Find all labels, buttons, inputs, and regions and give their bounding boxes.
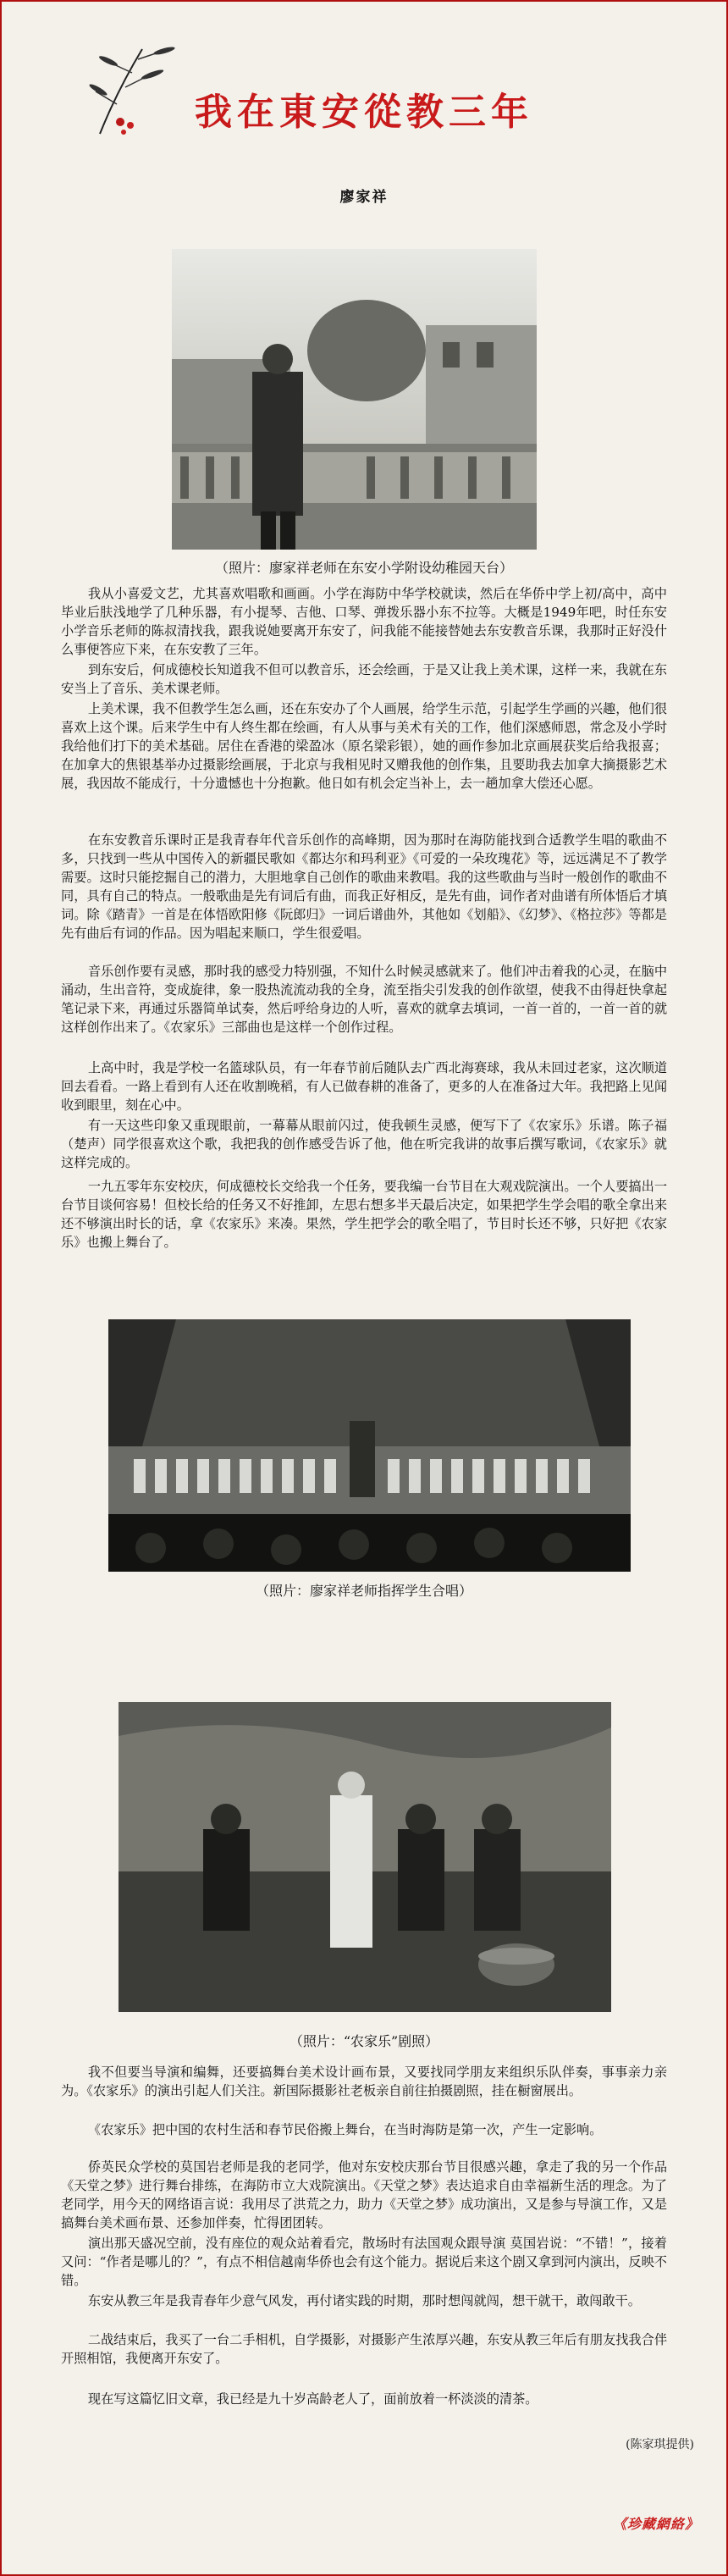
paragraph-3: 上美术课，我不但教学生怎么画，还在东安办了个人画展，给学生示范，引起学生学画的兴趣，他们很喜欢上这个课。后来学生中有人终生都在绘画，有人从事与美术有关的工作，他们深感师恩，常念及小学时我给他们打下的美术基础。居住在香港的梁盈冰（原名梁彩银），她的画作参加北京画展获奖后给我报喜；在加拿大的焦银基举办过摄影绘画展，于北京与我相见时又赠我他的创作集，且要助我去加拿大摘摄影艺术展，我因故不能成行，十分遗憾也十分抱歉。他日如有机会定当补上，去一趟加拿大偿还心愿。 [61, 701, 667, 792]
article-title: 我在東安從教三年 [195, 91, 533, 134]
source-stamp: 《珍藏網絡》 [612, 2516, 699, 2532]
photo-3-caption: （照片：“农家乐”剧照） [289, 2033, 439, 2049]
paragraph-9: 我不但要当导演和编舞，还要搞舞台美术设计画布景，又要找同学朋友来组织乐队伴奏，事事亲力亲为。《农家乐》的演出引起人们关注。新国际摄影社老板亲自前往拍摄剧照，挂在橱窗展出。 [61, 2065, 667, 2099]
paragraph-15: 现在写这篇忆旧文章，我已经是九十岁高龄老人了，面前放着一杯淡淡的清茶。 [87, 2391, 538, 2407]
photo-nongjiale-image [119, 1702, 611, 2012]
paragraph-4: 在东安教音乐课时正是我青春年代音乐创作的高峰期，因为那时在海防能找到合适教学生唱的歌曲不多，只找到一些从中国传入的新疆民歌如《都达尔和玛利亚》《可爱的一朵玫瑰花》等，远远满足不了教学需要。这时只能挖掘自己的潜力，大胆地拿自己创作的歌曲来教唱。我的这些歌曲与当时一般创作的歌曲不同，具有自己的特点。一般歌曲是先有词后有曲，而我正好相反，是先有曲，词作者对曲谱有所体悟后才填词。除《踏青》一首是在体悟欧阳修《阮郎归》一词后谱曲外，其他如《划船》、《幻梦》、《格拉莎》等都是先有曲后有词的作品。因为唱起来顺口，学生很爱唱。 [61, 832, 667, 942]
article-author: 廖家祥 [339, 189, 389, 206]
photo-teacher-rooftop [172, 249, 537, 550]
photo-credit: (陈家琪提供) [626, 2438, 694, 2452]
paragraph-8: 一九五零年东安校庆，何成德校长交给我一个任务，要我编一台节目在大观戏院演出。一个人要搞出一台节目谈何容易！但校长给的任务又不好推卸，左思右想多半天最后决定，如果把学生学会唱的歌全拿出来还不够演出时长的话，拿《农家乐》来凑。果然，学生把学会的歌全唱了，节目时长还不够，只好把《农家乐》也搬上舞台了。 [61, 1179, 667, 1251]
photo-2-caption: （照片：廖家祥老师指挥学生合唱） [255, 1583, 472, 1599]
paragraph-5: 音乐创作要有灵感，那时我的感受力特别强，不知什么时候灵感就来了。他们冲击着我的心灵，在脑中涌动，生出音符，变成旋律，象一股热流流动我的全身，流至指尖引发我的创作欲望，使我不由得赶快拿起笔记录下来，再通过乐器简单试奏，然后呼给身边的人听，喜欢的就拿去填词，一首一首的，一首一首的就这样创作出来了。《农家乐》三部曲也是这样一个创作过程。 [61, 964, 667, 1036]
paragraph-2: 到东安后，何成德校长知道我不但可以教音乐，还会绘画，于是又让我上美术课，这样一来，我就在东安当上了音乐、美术课老师。 [61, 662, 667, 697]
paragraph-14: 二战结束后，我买了一台二手相机，自学摄影，对摄影产生浓厚兴趣，东安从教三年后有朋友找我合伴开照相馆，我便离开东安了。 [61, 2332, 667, 2367]
photo-choir-image [108, 1319, 631, 1572]
paragraph-11: 侨英民众学校的莫国岩老师是我的老同学，他对东安校庆那台节目很感兴趣，拿走了我的另一个作品《天堂之梦》进行舞台排练，在海防市立大戏院演出。《天堂之梦》表达追求自由幸福新生活的理念。为了老同学，用今天的网络语言说：我用尽了洪荒之力，助力《天堂之梦》成功演出，又是参与导演工作，又是搞舞台美术画布景、还参加伴奏，忙得团团转。 [61, 2159, 667, 2231]
paragraph-7: 有一天这些印象又重现眼前，一幕幕从眼前闪过，使我顿生灵感，便写下了《农家乐》乐谱。陈子福（楚声）同学很喜欢这个歌，我把我的创作感受告诉了他，他在听完我讲的故事后撰写歌词，《农家乐》就这样完成的。 [61, 1118, 667, 1171]
paragraph-6: 上高中时，我是学校一名篮球队员，有一年春节前后随队去广西北海赛球，我从未回过老家，这次顺道回去看看。一路上看到有人还在收割晚稻，有人已做春耕的准备了，更多的人在准备过大年。我把路上见闻收到眼里，刻在心中。 [61, 1060, 667, 1114]
paragraph-10: 《农家乐》把中国的农村生活和春节民俗搬上舞台，在当时海防是第一次，产生一定影响。 [87, 2122, 603, 2137]
photo-choir [108, 1319, 631, 1572]
photo-nongjiale-stage [119, 1702, 611, 2012]
paragraph-13: 东安从教三年是我青春年少意气风发，再付诸实践的时期，那时想闯就闯，想干就干，敢闯敢干。 [87, 2293, 641, 2308]
photo-teacher-rooftop-image [172, 249, 537, 550]
photo-1-caption: （照片：廖家祥老师在东安小学附设幼稚园天台） [214, 560, 513, 576]
paragraph-1: 我从小喜爱文艺，尤其喜欢唱歌和画画。小学在海防中华学校就读，然后在华侨中学上初/高中，高中毕业后肤浅地学了几种乐器，有小提琴、吉他、口琴、弹拨乐器小东不拉等。大概是1949年吧，时任东安小学音乐老师的陈叔清找我，跟我说她要离开东安了，问我能不能接替她去东安教音乐课，我那时正好没什么事便答应下来，在东安教了三年。 [61, 586, 667, 658]
paragraph-12: 演出那天盛况空前，没有座位的观众站着看完，散场时有法国观众跟导演 莫国岩说：“不错！”，接着又问：“作者是哪儿的？”，有点不相信越南华侨也会有这个能力。据说后来这个剧又拿到河内演出，反映不错。 [61, 2236, 667, 2289]
